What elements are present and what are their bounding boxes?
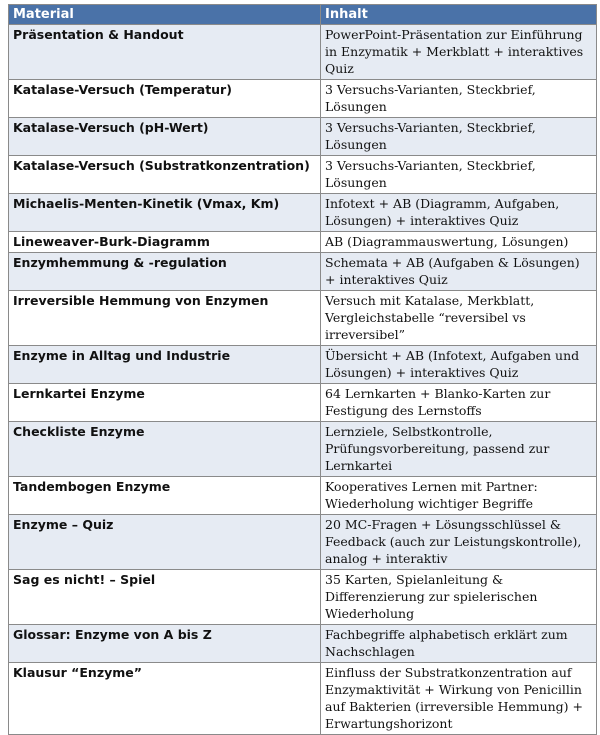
inhalt-cell: 3 Versuchs-Varianten, Steckbrief, Lösungen — [321, 80, 597, 118]
inhalt-cell: PowerPoint-Präsentation zur Einführung in Enzymatik + Merkblatt + interaktives Quiz — [321, 25, 597, 80]
table-row — [9, 384, 597, 422]
table-row — [9, 156, 597, 194]
inhalt-cell: Infotext + AB (Diagramm, Aufgaben, Lösungen) + interaktives Quiz — [321, 194, 597, 232]
header-inhalt: Inhalt — [321, 5, 597, 25]
inhalt-cell: 3 Versuchs-Varianten, Steckbrief, Lösungen — [321, 156, 597, 194]
materials-table — [8, 4, 597, 735]
table-row — [9, 80, 597, 118]
material-cell: Tandembogen Enzyme — [9, 477, 321, 515]
material-cell: Enzyme in Alltag und Industrie — [9, 346, 321, 384]
material-cell: Präsentation & Handout — [9, 25, 321, 80]
table-row — [9, 477, 597, 515]
material-cell: Sag es nicht! – Spiel — [9, 570, 321, 625]
header-material: Material — [9, 5, 321, 25]
material-cell: Katalase-Versuch (pH-Wert) — [9, 118, 321, 156]
inhalt-cell: Übersicht + AB (Infotext, Aufgaben und Lösungen) + interaktives Quiz — [321, 346, 597, 384]
material-cell: Checkliste Enzyme — [9, 422, 321, 477]
material-cell: Katalase-Versuch (Temperatur) — [9, 80, 321, 118]
material-cell: Glossar: Enzyme von A bis Z — [9, 625, 321, 663]
material-cell: Lernkartei Enzyme — [9, 384, 321, 422]
table-header-row — [9, 5, 597, 25]
table-row — [9, 118, 597, 156]
material-cell: Enzyme – Quiz — [9, 515, 321, 570]
material-cell: Irreversible Hemmung von Enzymen — [9, 291, 321, 346]
table-row — [9, 253, 597, 291]
table-row — [9, 346, 597, 384]
table-row — [9, 625, 597, 663]
inhalt-cell: Lernziele, Selbstkontrolle, Prüfungsvorbereitung, passend zur Lernkartei — [321, 422, 597, 477]
inhalt-cell: 3 Versuchs-Varianten, Steckbrief, Lösungen — [321, 118, 597, 156]
inhalt-cell: Kooperatives Lernen mit Partner: Wiederholung wichtiger Begriffe — [321, 477, 597, 515]
table-row — [9, 232, 597, 253]
table-row — [9, 663, 597, 735]
inhalt-cell: AB (Diagrammauswertung, Lösungen) — [321, 232, 597, 253]
material-cell: Enzymhemmung & -regulation — [9, 253, 321, 291]
material-cell: Michaelis-Menten-Kinetik (Vmax, Km) — [9, 194, 321, 232]
inhalt-cell: 35 Karten, Spielanleitung & Differenzierung zur spielerischen Wiederholung — [321, 570, 597, 625]
material-cell: Katalase-Versuch (Substratkonzentration) — [9, 156, 321, 194]
material-cell: Klausur “Enzyme” — [9, 663, 321, 735]
table-row — [9, 422, 597, 477]
table-row — [9, 194, 597, 232]
table-row — [9, 291, 597, 346]
inhalt-cell: Fachbegriffe alphabetisch erklärt zum Nachschlagen — [321, 625, 597, 663]
table-row — [9, 25, 597, 80]
inhalt-cell: Schemata + AB (Aufgaben & Lösungen) + interaktives Quiz — [321, 253, 597, 291]
material-cell: Lineweaver-Burk-Diagramm — [9, 232, 321, 253]
inhalt-cell: 20 MC-Fragen + Lösungsschlüssel & Feedback (auch zur Leistungskontrolle), analog + interaktiv — [321, 515, 597, 570]
table-row — [9, 515, 597, 570]
table-row — [9, 570, 597, 625]
inhalt-cell: Einfluss der Substratkonzentration auf Enzymaktivität + Wirkung von Penicillin auf Bakterien (irreversible Hemmung) + Erwartungshorizont — [321, 663, 597, 735]
inhalt-cell: Versuch mit Katalase, Merkblatt, Vergleichstabelle “reversibel vs irreversibel” — [321, 291, 597, 346]
inhalt-cell: 64 Lernkarten + Blanko-Karten zur Festigung des Lernstoffs — [321, 384, 597, 422]
